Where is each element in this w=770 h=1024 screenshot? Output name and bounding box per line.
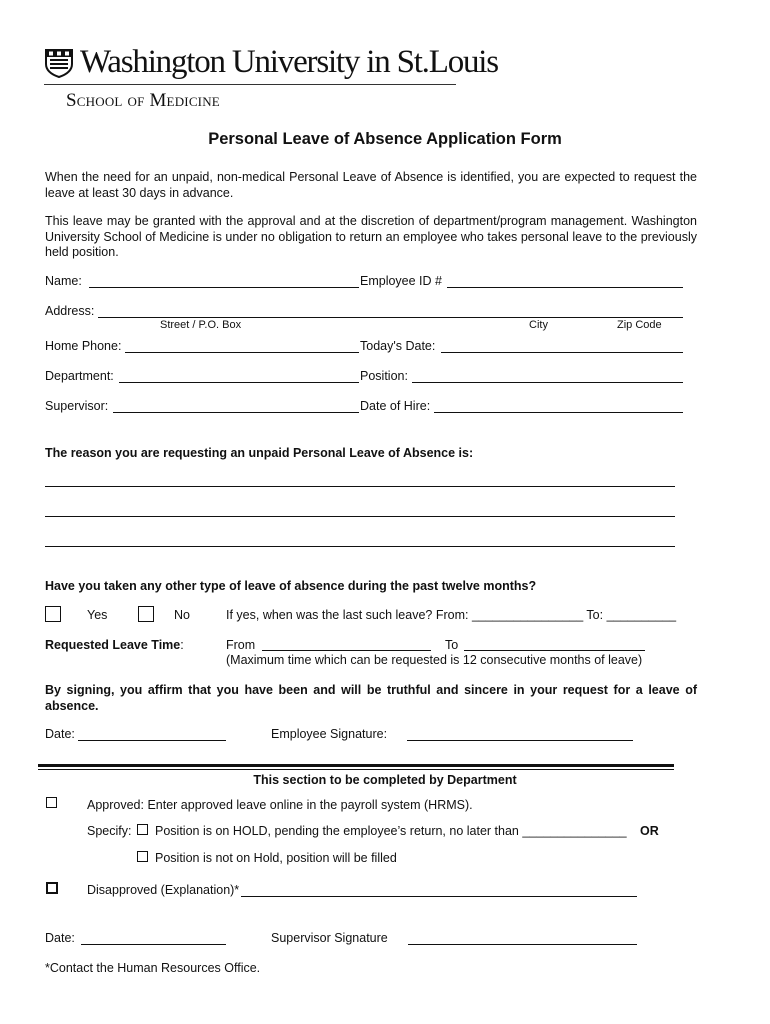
- supervisor-date-field[interactable]: [81, 944, 226, 945]
- hr-footnote: *Contact the Human Resources Office.: [45, 961, 261, 975]
- from-label: From: [226, 638, 256, 652]
- address-label: Address:: [45, 304, 95, 318]
- not-hold-checkbox[interactable]: [137, 851, 148, 862]
- name-field[interactable]: [89, 287, 359, 288]
- section-divider-thin: [38, 769, 674, 770]
- employee-date-label: Date:: [45, 727, 75, 741]
- requested-leave-label: [45, 638, 184, 652]
- affirmation-text: By signing, you affirm that you have been and will be truthful and sincere in your request for a leave of absence.: [45, 683, 697, 713]
- disapproved-explanation-field[interactable]: [241, 896, 637, 897]
- employee-signature-field[interactable]: [407, 740, 633, 741]
- employee-id-field[interactable]: [447, 287, 683, 288]
- department-section-heading: This section to be completed by Department: [253, 773, 517, 787]
- address-field[interactable]: [98, 317, 683, 318]
- requested-leave-colon: :: [180, 638, 184, 652]
- university-name: Washington University in St.Louis: [80, 44, 498, 80]
- reason-line-1[interactable]: [45, 486, 675, 487]
- supervisor-signature-field[interactable]: [408, 944, 637, 945]
- hold-label: Position is on HOLD, pending the employee’s return, no later than _______________: [155, 824, 627, 838]
- todays-date-label: Today's Date:: [360, 339, 436, 353]
- supervisor-label: Supervisor:: [45, 399, 109, 413]
- employee-id-label: Employee ID #: [360, 274, 442, 288]
- supervisor-date-label: Date:: [45, 931, 75, 945]
- reason-line-3[interactable]: [45, 546, 675, 547]
- approved-label: Approved: Enter approved leave online in the payroll system (HRMS).: [87, 798, 473, 812]
- home-phone-label: Home Phone:: [45, 339, 122, 353]
- or-label: OR: [640, 824, 659, 838]
- reason-line-2[interactable]: [45, 516, 675, 517]
- intro-paragraph-1: When the need for an unpaid, non-medical Personal Leave of Absence is identified, you are expected to request the leave at least 30 days in advance.: [45, 170, 697, 200]
- yes-label: Yes: [87, 608, 108, 622]
- city-hint: City: [529, 319, 548, 331]
- hold-checkbox[interactable]: [137, 824, 148, 835]
- university-shield-icon: [44, 48, 74, 78]
- employee-date-field[interactable]: [78, 740, 226, 741]
- prior-leave-question: Have you taken any other type of leave of absence during the past twelve months?: [45, 579, 537, 593]
- max-time-note: (Maximum time which can be requested is 12 consecutive months of leave): [226, 653, 643, 667]
- employee-signature-label: Employee Signature:: [271, 727, 388, 741]
- name-label: Name:: [45, 274, 82, 288]
- to-date-field[interactable]: [464, 650, 645, 651]
- disapproved-label: Disapproved (Explanation)*: [87, 883, 240, 897]
- last-leave-dates: If yes, when was the last such leave? From: ________________ To: __________: [226, 608, 677, 622]
- todays-date-field[interactable]: [441, 352, 683, 353]
- supervisor-signature-label: Supervisor Signature: [271, 931, 388, 945]
- approved-checkbox[interactable]: [46, 797, 57, 808]
- form-title: Personal Leave of Absence Application Form: [208, 130, 562, 148]
- disapproved-checkbox[interactable]: [46, 882, 58, 894]
- specify-label: Specify:: [87, 824, 132, 838]
- zip-hint: Zip Code: [617, 319, 662, 331]
- position-field[interactable]: [412, 382, 683, 383]
- supervisor-field[interactable]: [113, 412, 359, 413]
- no-checkbox[interactable]: [138, 606, 154, 622]
- home-phone-field[interactable]: [125, 352, 359, 353]
- department-label: Department:: [45, 369, 114, 383]
- section-divider-thick: [38, 764, 674, 767]
- logo-divider: [44, 84, 456, 85]
- requested-leave-label-text: Requested Leave Time: [45, 638, 181, 652]
- to-label: To: [445, 638, 459, 652]
- no-label: No: [174, 608, 190, 622]
- not-hold-label: Position is not on Hold, position will be filled: [155, 851, 397, 865]
- intro-paragraph-2: This leave may be granted with the approval and at the discretion of department/program management. Washington University School of Medicine is under no obligation to return an employee who takes personal leave to the previously held position.: [45, 214, 697, 259]
- date-of-hire-field[interactable]: [434, 412, 683, 413]
- date-of-hire-label: Date of Hire:: [360, 399, 431, 413]
- street-hint: Street / P.O. Box: [160, 319, 242, 331]
- department-field[interactable]: [119, 382, 359, 383]
- from-date-field[interactable]: [262, 650, 431, 651]
- reason-heading: The reason you are requesting an unpaid Personal Leave of Absence is:: [45, 446, 474, 460]
- position-label: Position:: [360, 369, 408, 383]
- yes-checkbox[interactable]: [45, 606, 61, 622]
- school-name: School of Medicine: [66, 90, 220, 111]
